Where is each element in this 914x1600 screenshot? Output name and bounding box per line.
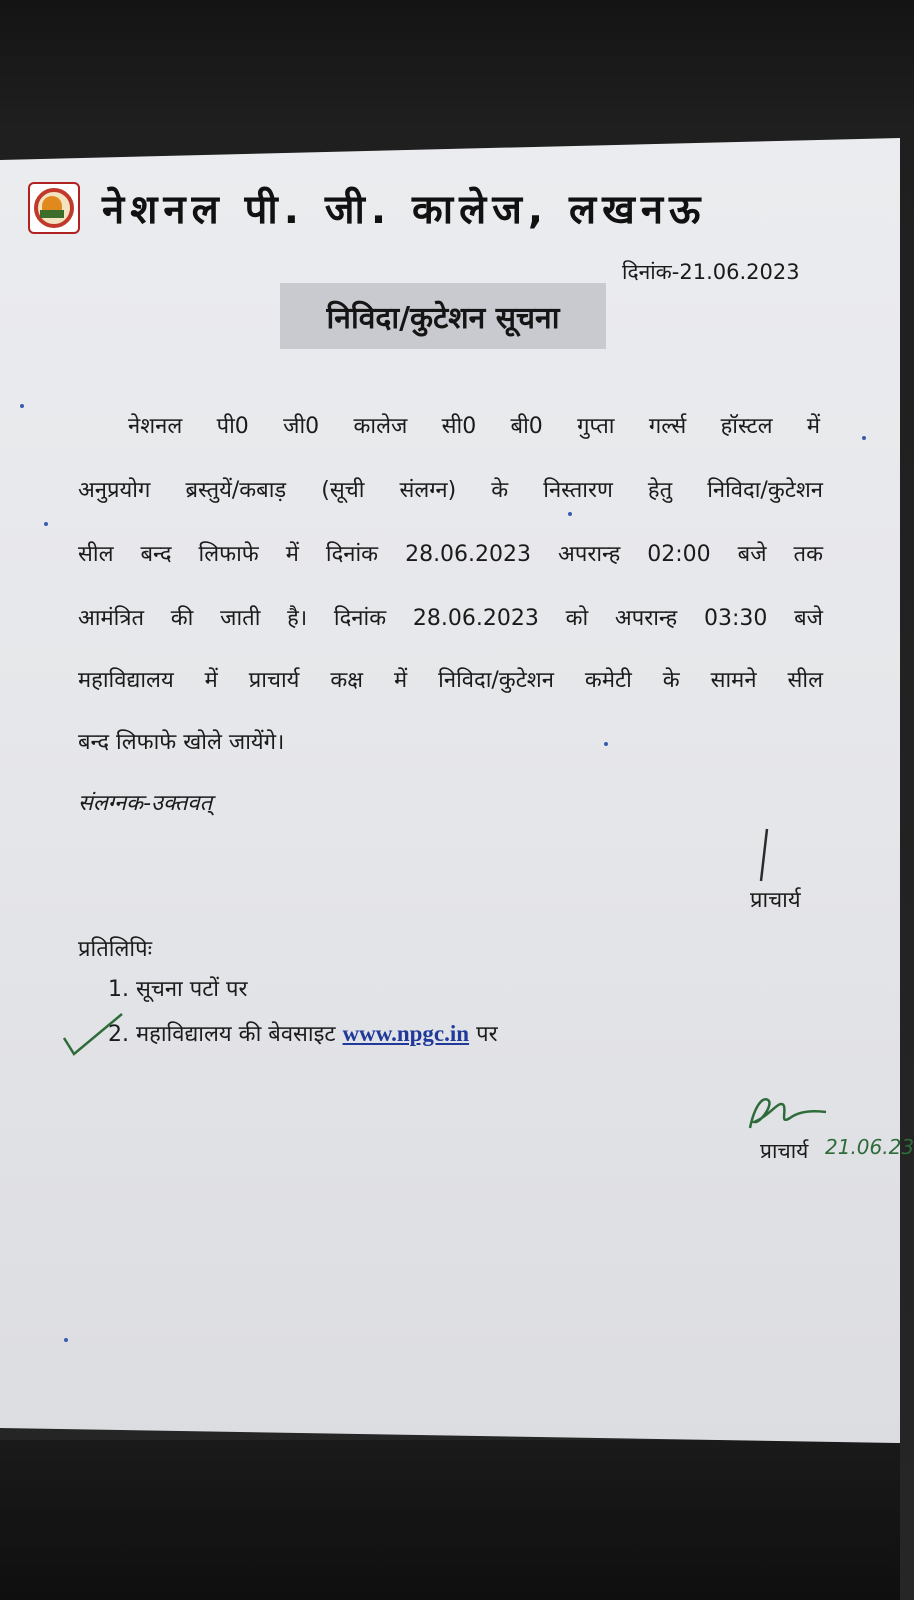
copy-item-2-prefix: 2. महाविद्यालय की बेवसाइट [108, 1022, 336, 1047]
ink-speck [862, 436, 866, 440]
ink-speck [20, 404, 24, 408]
notice-title: निविदा/कुटेशन सूचना [326, 300, 560, 336]
copy-item-2-suffix: पर [476, 1022, 498, 1047]
copy-heading: प्रतिलिपिः [78, 937, 153, 962]
body-line-5: महाविद्यालय में प्राचार्य कक्ष में निविदा/कुटेशन कमेटी के सामने सील [78, 668, 823, 693]
notice-date: दिनांक-21.06.2023 [622, 260, 800, 284]
signature-stroke-icon [745, 825, 785, 885]
table-surface [0, 1440, 900, 1600]
signatory-title: प्राचार्य [750, 888, 801, 913]
title-highlight [280, 283, 606, 349]
copy-item-1: 1. सूचना पटों पर [108, 977, 248, 1002]
website-link[interactable]: www.npgc.in [342, 1021, 470, 1046]
signatory2-title: प्राचार्य [760, 1139, 809, 1163]
body-line-6: बन्द लिफाफे खोले जायेंगे। [78, 730, 285, 755]
logo-base [40, 210, 64, 218]
college-name: नेशनल पी. जी. कालेज, लखनऊ [102, 187, 707, 233]
copy-item-2 [108, 1018, 498, 1048]
body-line-4: आमंत्रित की जाती है। दिनांक 28.06.2023 को अपरान्ह 03:30 बजे [78, 606, 823, 631]
enclosure-note: संलग्नक-उक्तवत् [78, 791, 213, 816]
letterhead [28, 180, 706, 235]
body-line-2: अनुप्रयोग ब्रस्तुयें/कबाड़ (सूची संलग्न) के निस्तारण हेतु निविदा/कुटेशन [78, 478, 823, 503]
college-logo-icon [28, 182, 80, 234]
checkmark-icon [60, 1010, 130, 1060]
body-line-1: नेशनल पी0 जी0 कालेज सी0 बी0 गुप्ता गर्ल्स हॉस्टल में [128, 414, 820, 439]
handwritten-signature-icon [740, 1088, 830, 1138]
signature-date: 21.06.23 [825, 1135, 914, 1159]
ink-speck [568, 512, 572, 516]
body-line-3: सील बन्द लिफाफे में दिनांक 28.06.2023 अपरान्ह 02:00 बजे तक [78, 542, 823, 567]
ink-speck [604, 742, 608, 746]
ink-speck [64, 1338, 68, 1342]
ink-speck [44, 522, 48, 526]
